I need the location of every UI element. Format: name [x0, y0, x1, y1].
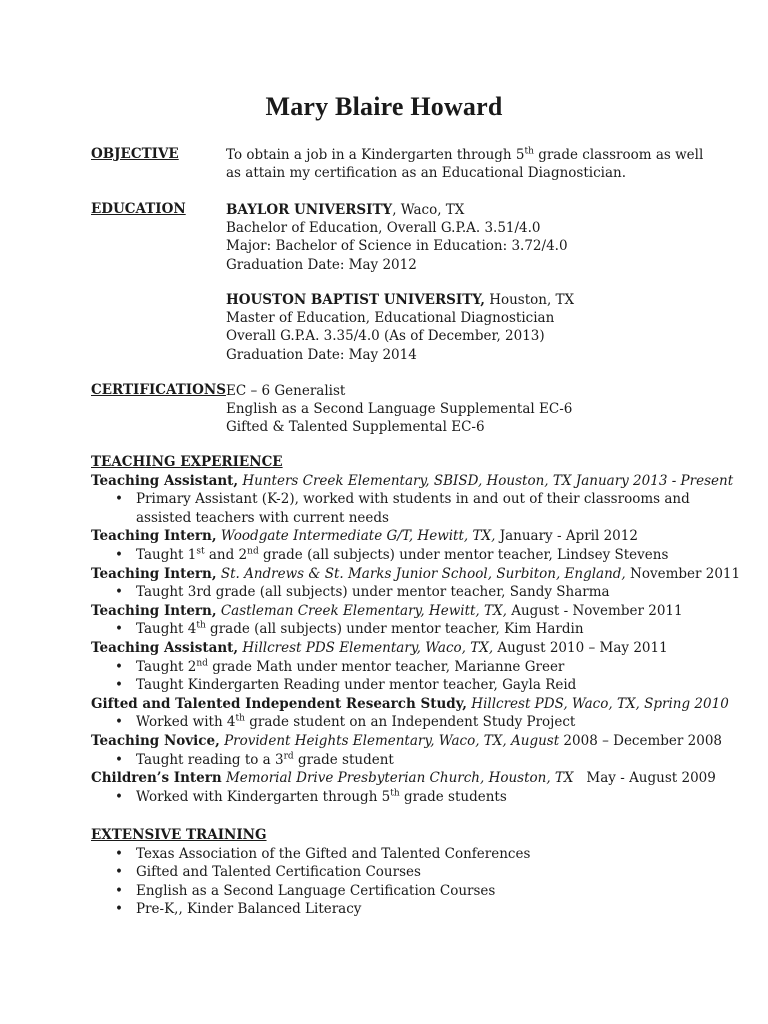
bullet-icon: • [115, 621, 123, 638]
certification-item: EC – 6 Generalist [226, 383, 346, 399]
bullet-icon: • [115, 677, 123, 694]
job-entry: Teaching Intern, Castleman Creek Elementary, Hewitt, TX, August - November 2011 [91, 602, 683, 619]
job-entry: Teaching Intern, St. Andrews & St. Marks Junior School, Surbiton, England, November 2011 [91, 565, 741, 582]
job-bullet: • Taught Kindergarten Reading under mentor teacher, Gayla Reid [115, 677, 577, 694]
bullet-icon: • [115, 584, 123, 601]
job-entry: Teaching Assistant, Hillcrest PDS Elementary, Waco, TX, August 2010 – May 2011 [91, 639, 668, 656]
bullet-icon: • [115, 751, 123, 768]
job-bullet-continuation: assisted teachers with current needs [136, 509, 389, 526]
job-bullet: • Taught 3rd grade (all subjects) under mentor teacher, Sandy Sharma [115, 584, 610, 601]
training-item: • English as a Second Language Certification Courses [115, 882, 496, 899]
bullet-icon: • [115, 788, 123, 805]
teaching-experience-section [91, 453, 741, 806]
job-entry: Gifted and Talented Independent Research Study, Hillcrest PDS, Waco, TX, Spring 2010 [91, 695, 729, 712]
certification-item: English as a Second Language Supplemental EC-6 [226, 401, 573, 418]
objective-label: OBJECTIVE [91, 146, 179, 162]
bullet-icon: • [115, 845, 123, 862]
education-label: EDUCATION [91, 201, 186, 217]
training-item: • Pre-K,, Kinder Balanced Literacy [115, 901, 362, 918]
objective-text: To obtain a job in a Kindergarten through 5th grade classroom as well as attain my certification as an Educational Diagnostician. [226, 146, 704, 182]
education-baylor: BAYLOR UNIVERSITY, Waco, TX Bachelor of Education, Overall G.P.A. 3.51/4.0 Major: Bachelor of Science in Education: 3.72/4.0 Graduation Date: May 2012 [226, 202, 568, 273]
bullet-icon: • [115, 658, 123, 675]
school-name: HOUSTON BAPTIST UNIVERSITY, [226, 292, 485, 308]
bullet-icon: • [115, 714, 123, 731]
certifications-label: CERTIFICATIONS [91, 382, 226, 398]
job-entry: Children’s Intern Memorial Drive Presbyterian Church, Houston, TX May - August 2009 [91, 770, 716, 787]
certifications-list [226, 382, 696, 437]
certification-item: Gifted & Talented Supplemental EC-6 [226, 419, 485, 436]
job-bullet: • Worked with Kindergarten through 5th grade students [115, 788, 507, 805]
education-hbu: HOUSTON BAPTIST UNIVERSITY, Houston, TX Master of Education, Educational Diagnostician Overall G.P.A. 3.35/4.0 (As of December, 2013) Graduation Date: May 2014 [226, 292, 575, 363]
candidate-name: Mary Blaire Howard [265, 92, 503, 121]
job-entry: Teaching Intern, Woodgate Intermediate G/T, Hewitt, TX, January - April 2012 [91, 528, 638, 545]
school-name: BAYLOR UNIVERSITY [226, 202, 393, 218]
job-bullet: • Taught 4th grade (all subjects) under mentor teacher, Kim Hardin [115, 620, 584, 638]
training-section [91, 826, 691, 919]
job-entry: Teaching Novice, Provident Heights Elementary, Waco, TX, August 2008 – December 2008 [91, 732, 723, 749]
job-bullet: • Taught 2nd grade Math under mentor teacher, Marianne Greer [115, 658, 565, 675]
bullet-icon: • [115, 546, 123, 563]
training-item: • Texas Association of the Gifted and Talented Conferences [115, 845, 531, 862]
job-bullet: • Primary Assistant (K-2), worked with students in and out of their classrooms and [115, 491, 690, 508]
bullet-icon: • [115, 882, 123, 899]
job-bullet: • Taught 1st and 2nd grade (all subjects) under mentor teacher, Lindsey Stevens [115, 546, 669, 563]
bullet-icon: • [115, 491, 123, 508]
job-bullet: • Taught reading to a 3rd grade student [115, 751, 394, 768]
teaching-experience-label: TEACHING EXPERIENCE [91, 454, 283, 470]
bullet-icon: • [115, 864, 123, 881]
job-entry: Teaching Assistant, Hunters Creek Elementary, SBISD, Houston, TX January 2013 - Present [91, 472, 734, 489]
bullet-icon: • [115, 901, 123, 918]
training-item: • Gifted and Talented Certification Courses [115, 864, 421, 881]
training-label: EXTENSIVE TRAINING [91, 827, 267, 843]
job-bullet: • Worked with 4th grade student on an Independent Study Project [115, 713, 576, 731]
